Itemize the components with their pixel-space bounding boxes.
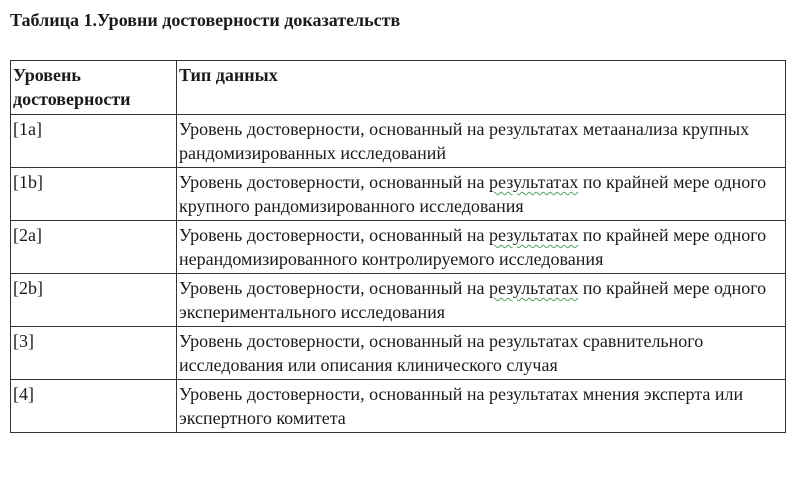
- table-header-row: [11, 61, 786, 115]
- description-text: Уровень достоверности, основанный на: [179, 225, 489, 245]
- description-cell: [177, 380, 786, 433]
- description-cell: [177, 168, 786, 221]
- description-text: по крайней мере одного экспериментального исследования: [179, 278, 767, 322]
- description-text: по крайней мере одного нерандомизированного контролируемого исследования: [179, 225, 767, 269]
- evidence-levels-table: [10, 60, 786, 433]
- table-row: [11, 221, 786, 274]
- description-text: Уровень достоверности, основанный на: [179, 278, 489, 298]
- level-cell: [3]: [11, 327, 177, 380]
- spellcheck-marked-word: результатах: [489, 172, 579, 192]
- table-row: [11, 168, 786, 221]
- column-header-type: Тип данных: [177, 61, 786, 115]
- description-text: Уровень достоверности, основанный на результатах мнения эксперта или экспертного комитета: [179, 384, 744, 428]
- table-row: [11, 327, 786, 380]
- description-text: Уровень достоверности, основанный на: [179, 172, 489, 192]
- description-text: по крайней мере одного крупного рандомизированного исследования: [179, 172, 767, 216]
- table-row: [11, 115, 786, 168]
- description-cell: [177, 327, 786, 380]
- spellcheck-marked-word: результатах: [489, 225, 579, 245]
- description-cell: [177, 221, 786, 274]
- description-cell: [177, 115, 786, 168]
- level-cell: [4]: [11, 380, 177, 433]
- level-cell: [2b]: [11, 274, 177, 327]
- table-row: [11, 274, 786, 327]
- description-cell: [177, 274, 786, 327]
- level-cell: [1b]: [11, 168, 177, 221]
- level-cell: [1a]: [11, 115, 177, 168]
- description-text: Уровень достоверности, основанный на результатах сравнительного исследования или описания клинического случая: [179, 331, 704, 375]
- spellcheck-marked-word: результатах: [489, 278, 579, 298]
- column-header-level: Уровень достоверности: [11, 61, 177, 115]
- table-caption: Таблица 1.Уровни достоверности доказательств: [10, 10, 401, 30]
- table-row: [11, 380, 786, 433]
- description-text: Уровень достоверности, основанный на результатах метаанализа крупных рандомизированных исследований: [179, 119, 750, 163]
- level-cell: [2a]: [11, 221, 177, 274]
